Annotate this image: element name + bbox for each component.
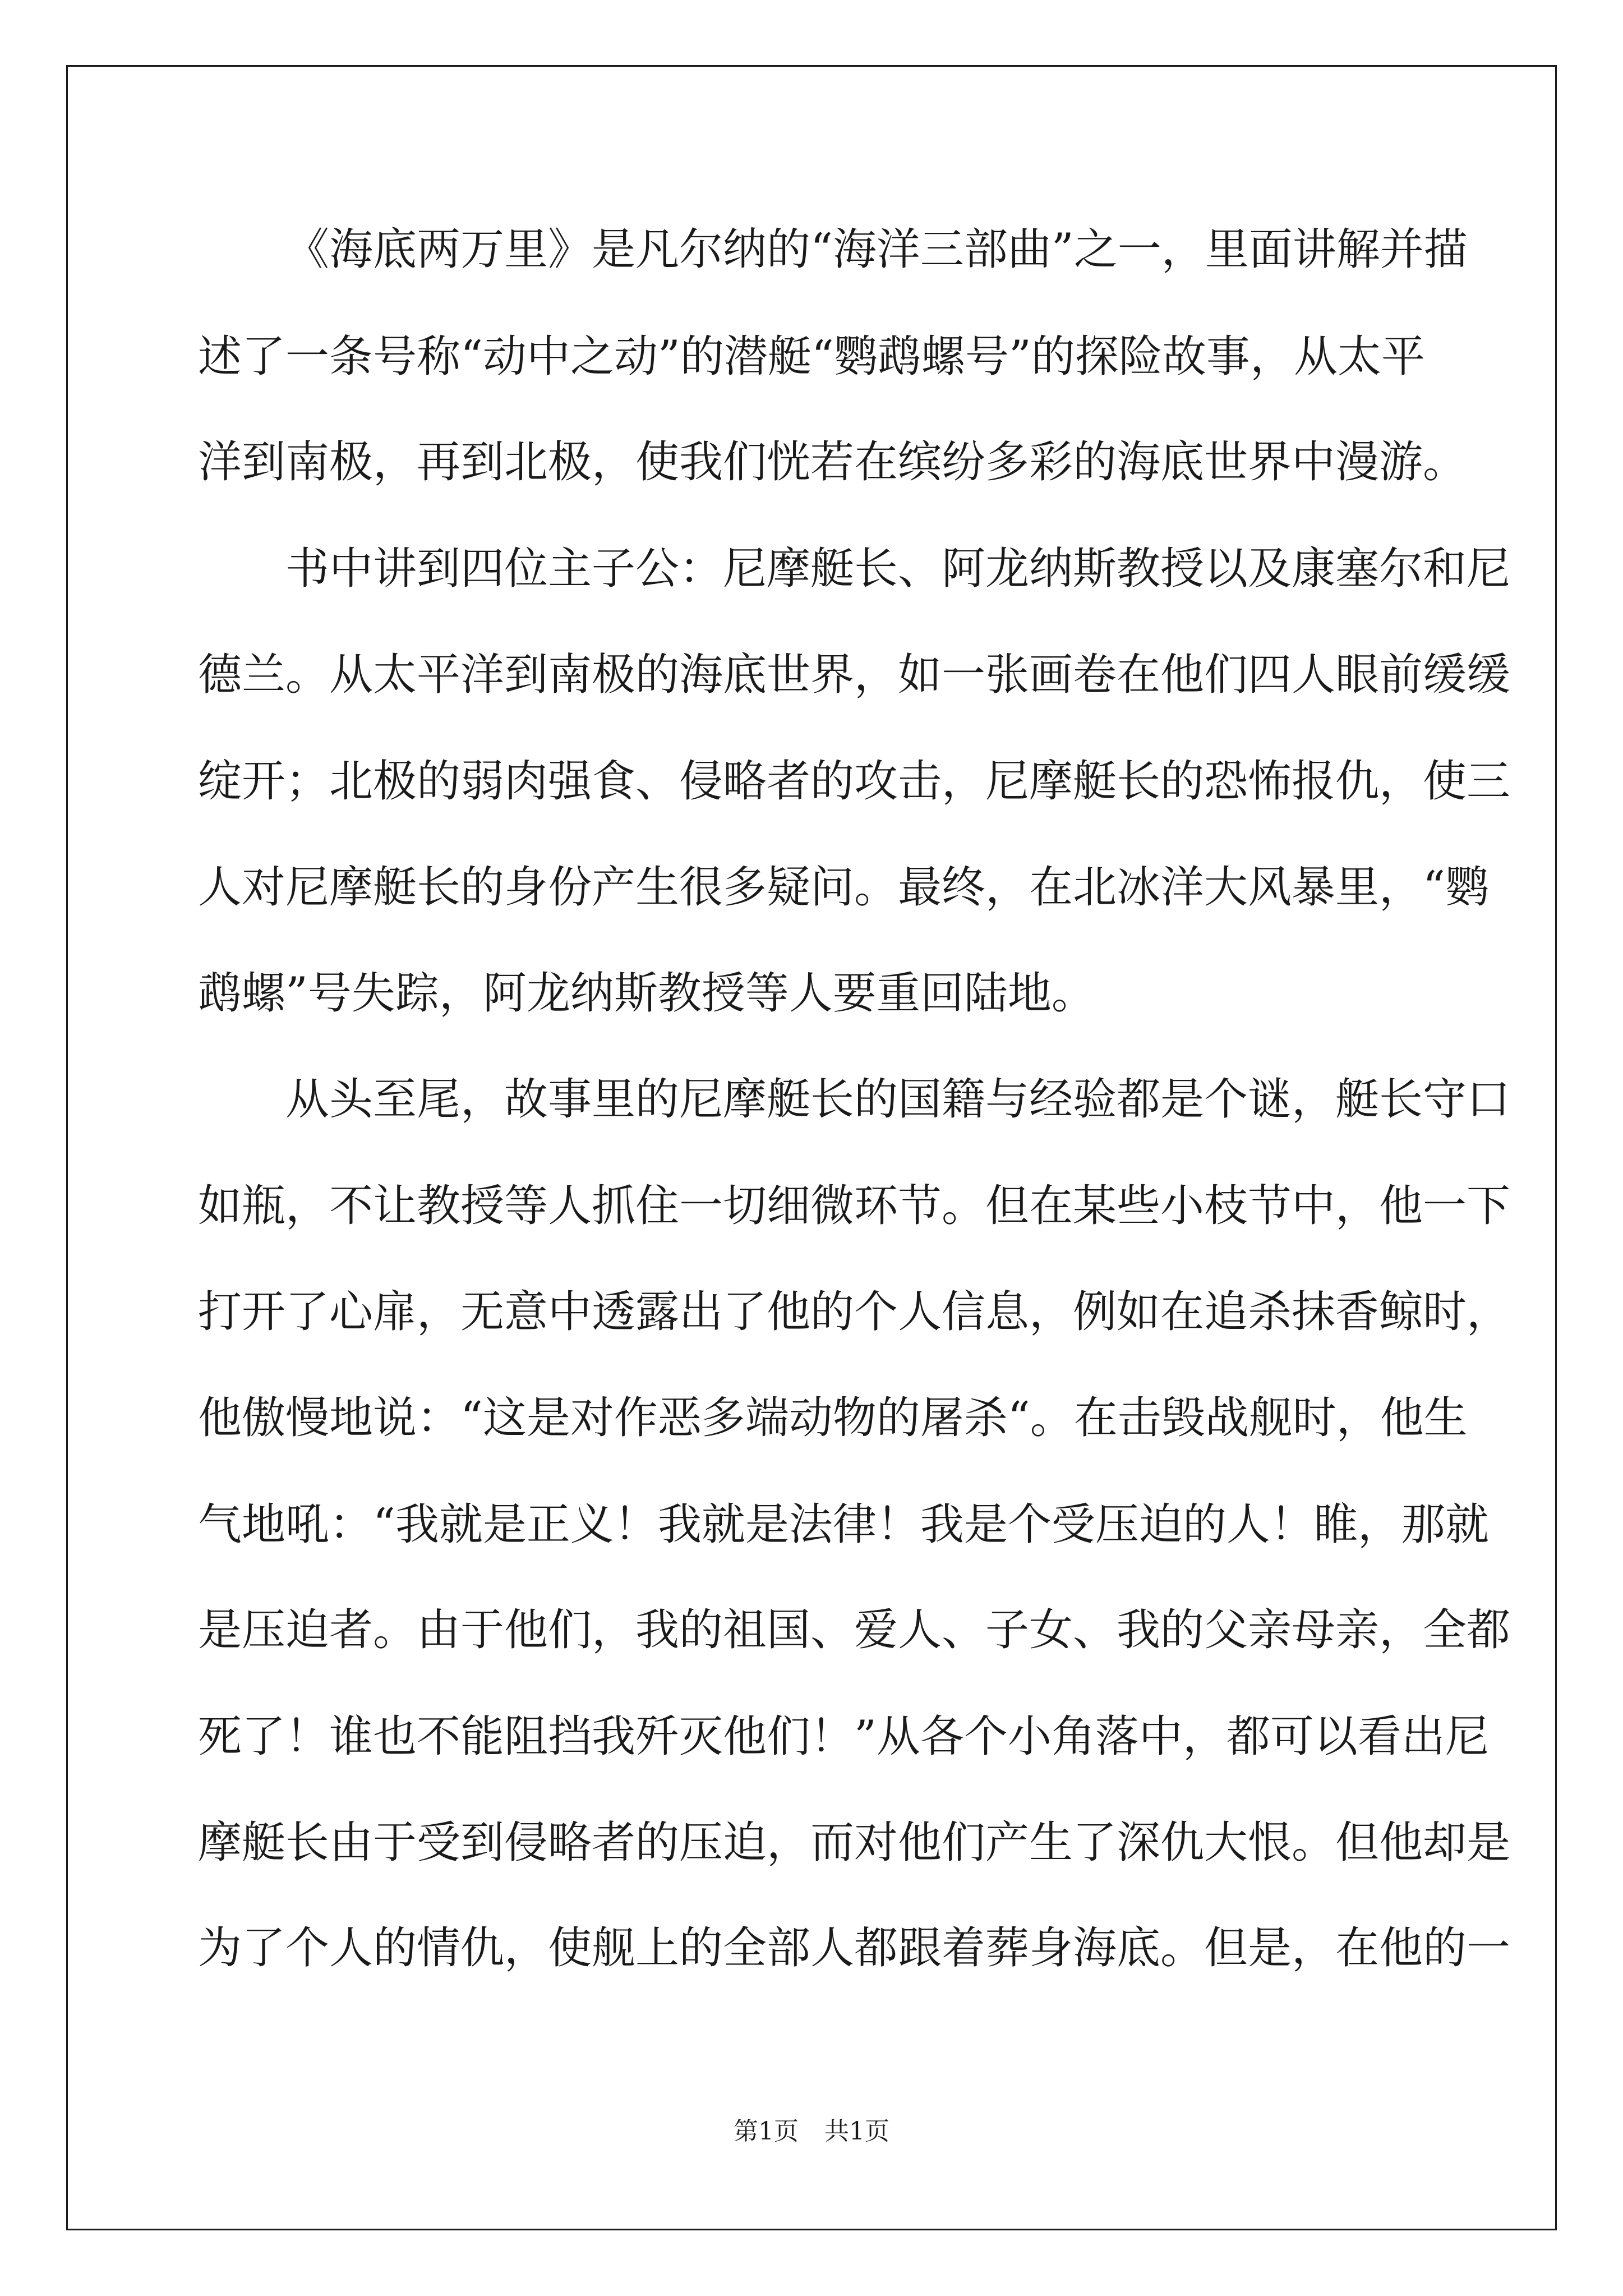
page-number: 第1页	[734, 2117, 799, 2146]
paragraph-3-line-3: 打开了心扉，无意中透露出了他的个人信息，例如在追杀抹香鲸时，	[198, 1287, 1511, 1337]
paragraph-1-line-1: 《海底两万里》是凡尔纳的“海洋三部曲”之一，里面讲解并描	[285, 224, 1468, 275]
paragraph-2-line-5: 鹉螺”号失踪，阿龙纳斯教授等人要重回陆地。	[198, 968, 1095, 1019]
paragraph-2-line-2: 德兰。从太平洋到南极的海底世界，如一张画卷在他们四人眼前缓缓	[198, 650, 1511, 700]
paragraph-3-line-8: 摩艇长由于受到侵略者的压迫，而对他们产生了深仇大恨。但他却是	[198, 1818, 1511, 1868]
paragraph-3-line-4: 他傲慢地说：“这是对作恶多端动物的屠杀“。在击毁战舰时，他生	[198, 1393, 1468, 1443]
paragraph-3-line-1: 从头至尾，故事里的尼摩艇长的国籍与经验都是个谜，艇长守口	[285, 1074, 1511, 1125]
paragraph-2-line-4: 人对尼摩艇长的身份产生很多疑问。最终，在北冰洋大风暴里，“鹦	[198, 862, 1489, 913]
paragraph-3-line-2: 如瓶，不让教授等人抓住一切细微环节。但在某些小枝节中，他一下	[198, 1181, 1511, 1231]
page-footer	[0, 2115, 1623, 2148]
paragraph-3-line-9: 为了个人的情仇，使舰上的全部人都跟着葬身海底。但是，在他的一	[198, 1923, 1511, 1973]
paragraph-2-line-1: 书中讲到四位主子公：尼摩艇长、阿龙纳斯教授以及康塞尔和尼	[285, 544, 1511, 594]
paragraph-1-line-2: 述了一条号称“动中之动”的潜艇“鹦鹉螺号”的探险故事，从太平	[198, 332, 1425, 382]
paragraph-3-line-5: 气地吼：“我就是正义！我就是法律！我是个受压迫的人！睢，那就	[198, 1499, 1489, 1550]
paragraph-1-line-3: 洋到南极，再到北极，使我们恍若在缤纷多彩的海底世界中漫游。	[198, 437, 1467, 487]
total-pages: 共1页	[824, 2117, 889, 2146]
paragraph-3-line-6: 是压迫者。由于他们，我的祖国、爱人、子女、我的父亲母亲，全都	[198, 1605, 1511, 1655]
paragraph-3-line-7: 死了！谁也不能阻挡我歼灭他们！”从各个小角落中，都可以看出尼	[198, 1711, 1489, 1762]
paragraph-2-line-3: 绽开；北极的弱肉强食、侵略者的攻击，尼摩艇长的恐怖报仇，使三	[198, 756, 1511, 807]
